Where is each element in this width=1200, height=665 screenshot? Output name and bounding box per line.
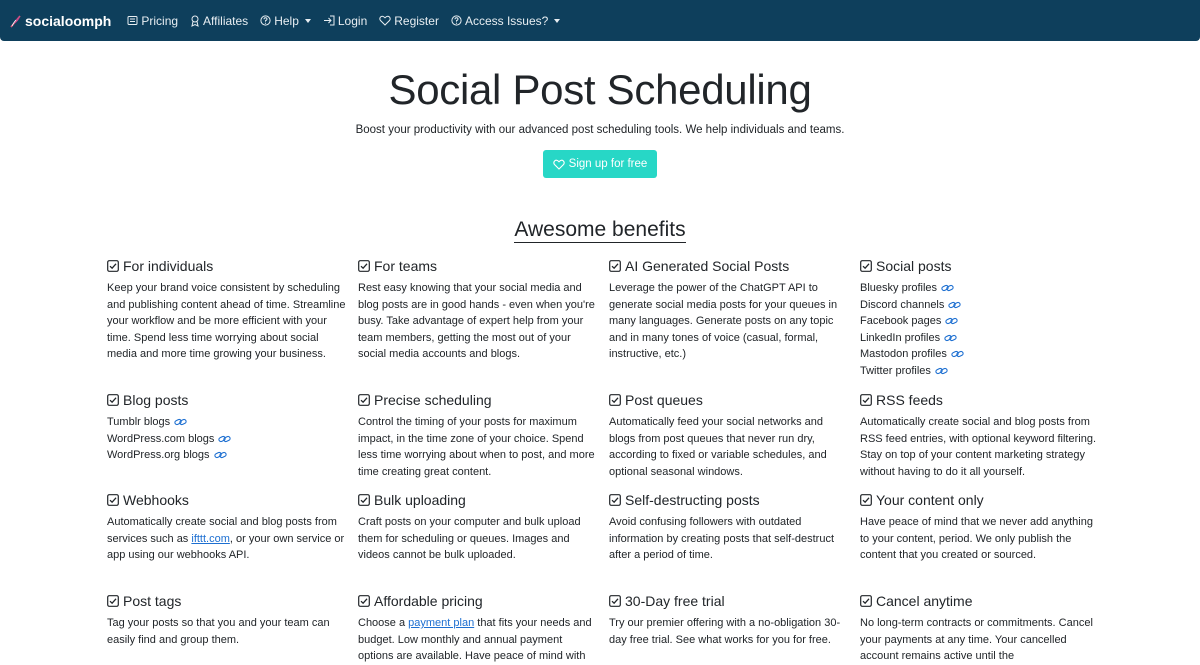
benefit-card [358,391,598,480]
list-item-label: WordPress.org blogs [107,449,210,461]
list-item [860,330,1100,347]
benefit-title: Post queues [625,392,703,408]
benefit-card [107,391,347,464]
check-square-icon [609,494,621,506]
chevron-down-icon [554,19,560,23]
benefit-heading [358,592,598,610]
benefit-inline-link[interactable]: payment plan [408,617,475,629]
nav-register-label: Register [394,13,439,28]
check-square-icon [358,260,370,272]
list-item-label: Tumblr blogs [107,416,171,428]
check-square-icon [860,260,872,272]
benefit-title: Your content only [876,492,984,508]
benefit-description: Automatically create social and blog posts from RSS feed entries, with optional keyword filtering. Stay on top of your content marketing strategy without having to do it all yourself. [860,416,1097,478]
benefit-description: Avoid confusing followers with outdated information by creating posts that self-destruct after a period of time. [609,516,834,561]
nav-register[interactable] [379,14,439,28]
benefit-heading [107,391,347,409]
benefit-description-text: , or your own service or app using our webhooks API. [107,532,345,561]
benefit-link-list [107,414,347,464]
nav-affiliates-label: Affiliates [203,13,249,28]
benefit-inline-link[interactable]: ifttt.com [191,532,230,545]
benefit-heading [860,391,1100,409]
check-square-icon [358,394,370,406]
page-title: Social Post Scheduling [388,66,812,113]
list-item-label: Bluesky profiles [860,282,938,294]
check-square-icon [860,394,872,406]
benefit-heading [860,257,1100,275]
link-icon[interactable] [935,366,948,376]
benefit-title: Affordable pricing [374,593,483,609]
benefit-link-list [860,280,1100,379]
benefit-description: No long-term contracts or commitments. Cancel your payments at any time. Your cancelled account remains active until the [860,617,1093,662]
benefits-heading [0,218,1200,242]
benefit-description [107,514,347,564]
benefit-card [358,257,598,363]
question-circle-icon [451,15,462,26]
benefit-heading [358,257,598,275]
link-icon[interactable] [218,434,231,444]
benefit-title: Webhooks [123,492,189,508]
benefit-title: Blog posts [123,392,189,408]
benefit-description: Rest easy knowing that your social media and blog posts are in good hands - even when you're busy. Take advantage of expert help from your team members, getting the most out of your social media accounts and blogs. [358,282,595,360]
benefit-description [358,615,598,665]
benefit-heading [358,391,598,409]
list-item [107,447,347,464]
benefit-title: Bulk uploading [374,492,466,508]
link-icon[interactable] [948,300,961,310]
nav-login[interactable] [323,14,367,28]
benefit-heading [107,491,347,509]
benefit-title: RSS feeds [876,392,943,408]
chevron-down-icon [305,19,311,23]
nav-affiliates[interactable] [190,14,248,28]
list-item-label: Mastodon profiles [860,348,947,360]
heart-icon [553,159,565,170]
benefit-heading [609,491,849,509]
check-square-icon [609,260,621,272]
benefit-description: Tag your posts so that you and your team can easily find and group them. [107,617,330,646]
check-square-icon [609,595,621,607]
nav-pricing[interactable] [127,14,178,28]
benefit-description: Try our premier offering with a no-obligation 30-day free trial. See what works for you for free. [609,617,841,646]
list-item [860,297,1100,314]
benefit-title: Post tags [123,593,182,609]
benefit-title: Self-destructing posts [625,492,760,508]
benefit-heading [107,257,347,275]
check-square-icon [860,494,872,506]
benefit-card [609,592,849,648]
benefit-heading [860,592,1100,610]
benefit-card [860,491,1100,564]
list-item-label: LinkedIn profiles [860,331,941,344]
login-icon [323,15,335,26]
pricing-icon [127,15,138,26]
top-navbar [0,0,1200,41]
list-item-label: Discord channels [860,298,945,311]
benefit-description: Control the timing of your posts for maximum impact, in the time zone of your choice. Spend less time worrying about when to post, and more time creating great content. [358,416,595,478]
benefit-card [358,592,598,665]
benefit-card [609,257,849,363]
nav-help-label: Help [274,13,299,28]
link-icon[interactable] [951,349,964,359]
benefit-description: Automatically feed your social networks and blogs from post queues that never run dry, according to fixed or variable schedules, and optional seasonal windows. [609,416,827,478]
benefit-card [107,592,347,648]
list-item [860,313,1100,330]
benefit-description: Have peace of mind that we never add anything to your content, period. We only publish the content that you created or sourced. [860,516,1093,561]
check-square-icon [609,394,621,406]
hero-subtitle: Boost your productivity with our advanced post scheduling tools. We help individuals and teams. [355,124,845,136]
benefit-title: AI Generated Social Posts [625,258,790,274]
check-square-icon [358,494,370,506]
check-square-icon [107,595,119,607]
benefit-card [860,257,1100,379]
nav-help-dropdown[interactable] [260,14,311,28]
list-item-label: Twitter profiles [860,364,931,377]
list-item [860,280,1100,297]
benefit-heading [107,592,347,610]
benefit-card [107,491,347,564]
benefit-title: Precise scheduling [374,392,492,408]
list-item [860,346,1100,363]
benefit-heading [609,592,849,610]
benefits-heading-text: Awesome benefits [514,218,686,241]
list-item [107,414,347,431]
benefit-description-text: Choose a [358,617,409,629]
benefit-title: 30-Day free trial [625,593,725,609]
nav-pricing-label: Pricing [141,13,179,28]
benefit-title: For individuals [123,258,214,274]
link-icon[interactable] [174,417,187,427]
heart-icon [379,15,391,26]
check-square-icon [107,394,119,406]
benefit-description-text: that fits your needs and budget. Low monthly and annual payment options are available. Have peace of mind with [358,617,592,662]
link-icon[interactable] [214,450,227,460]
list-item [860,363,1100,380]
benefit-description: Leverage the power of the ChatGPT API to generate social media posts for your queues in many languages. Generate posts on any topic and in many tones of voice (casual, formal, instructive, etc.) [609,282,838,360]
benefit-card [609,391,849,480]
benefit-heading [860,491,1100,509]
signup-free-label: Sign up for free [568,158,648,170]
award-icon [190,15,200,27]
link-icon[interactable] [945,316,958,326]
benefit-card [860,592,1100,665]
list-item-label: Facebook pages [860,315,942,327]
signup-free-button[interactable] [543,150,657,178]
check-square-icon [107,260,119,272]
nav-login-label: Login [337,13,368,28]
benefit-title: Social posts [876,258,952,274]
benefit-card [609,491,849,564]
nav-access-issues-label: Access Issues? [464,13,549,28]
benefit-description: Craft posts on your computer and bulk upload them for scheduling or queues. Images and videos cannot be bulk uploaded. [358,516,581,561]
benefit-card [860,391,1100,480]
link-icon[interactable] [944,333,957,343]
benefit-description-text: Automatically create social and blog posts from services such as [107,516,337,545]
benefit-heading [358,491,598,509]
check-square-icon [107,494,119,506]
benefit-card [358,491,598,564]
brand-name: socialoomph [25,12,112,29]
brand-logo-link[interactable] [10,13,111,29]
benefit-heading [609,391,849,409]
list-item [107,431,347,448]
feather-logo-icon [10,14,22,28]
benefit-heading [609,257,849,275]
question-circle-icon [260,15,271,26]
benefit-card [107,257,347,363]
nav-access-issues-dropdown[interactable] [451,14,560,28]
check-square-icon [358,595,370,607]
benefit-title: For teams [374,258,438,274]
link-icon[interactable] [941,283,954,293]
list-item-label: WordPress.com blogs [107,432,215,445]
benefit-title: Cancel anytime [876,593,973,609]
check-square-icon [860,595,872,607]
benefit-description: Keep your brand voice consistent by scheduling and publishing content ahead of time. Streamline your workflow and be more efficient with your time. Spend less time worrying about social media and more time growing your business. [107,282,346,360]
